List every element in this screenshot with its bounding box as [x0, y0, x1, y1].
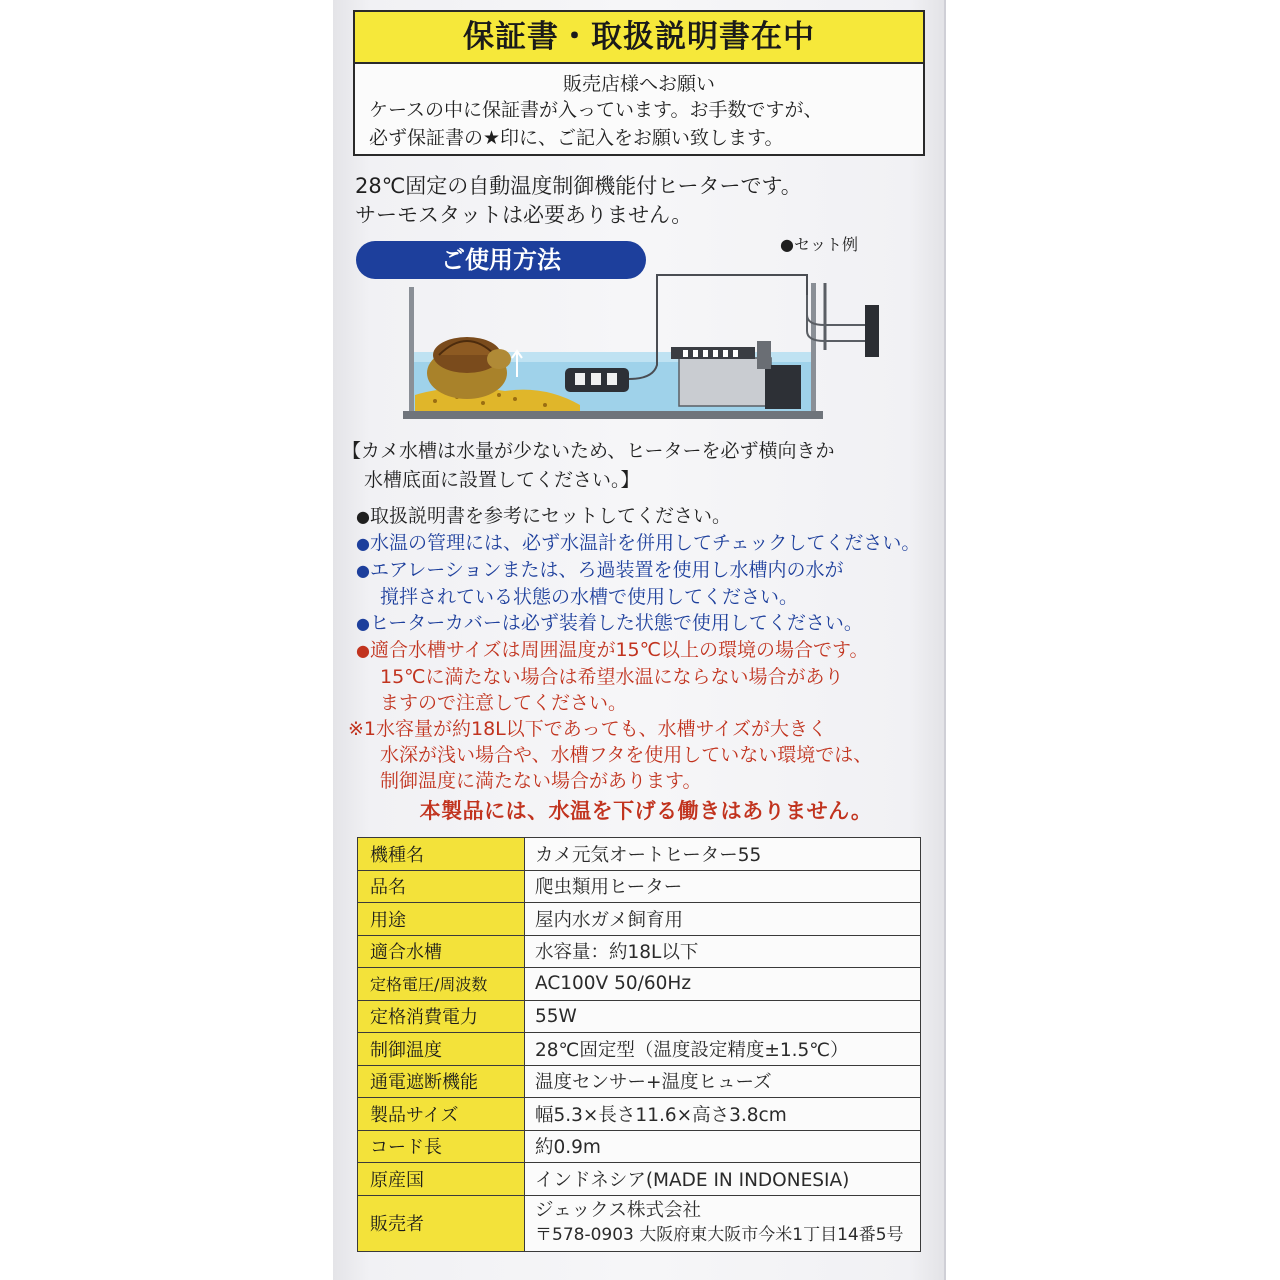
- spec-label: コード長: [358, 1130, 525, 1163]
- table-row: [358, 870, 921, 903]
- bullet-item-continued: 15℃に満たない場合は希望水温にならない場合があり: [380, 666, 844, 688]
- spec-value: 水容量：約18L以下: [525, 935, 921, 968]
- caution-line-2: 水槽底面に設置してください。】: [364, 469, 640, 491]
- tank-left-wall: [409, 287, 414, 415]
- table-row: [358, 935, 921, 968]
- spec-label: 製品サイズ: [358, 1098, 525, 1131]
- bullet-item: ●水温の管理には、必ず水温計を併用してチェックしてください。: [356, 532, 921, 554]
- spec-value: 28℃固定型（温度設定精度±1.5℃）: [525, 1033, 921, 1066]
- spec-value: 屋内水ガメ飼育用: [525, 903, 921, 936]
- warranty-notice-title: 保証書・取扱説明書在中: [355, 12, 923, 64]
- product-intro-line-1: 28℃固定の自動温度制御機能付ヒーターです。: [355, 174, 802, 198]
- spec-value: 約0.9m: [525, 1130, 921, 1163]
- spec-label: 定格消費電力: [358, 1000, 525, 1033]
- tank-bottom: [403, 411, 823, 419]
- filter-icon: [671, 341, 801, 409]
- table-row: [358, 968, 921, 1001]
- bullet-item: ●エアレーションまたは、ろ過装置を使用し水槽内の水が: [356, 559, 844, 581]
- setup-illustration: [395, 255, 885, 430]
- warranty-notice-line-2: 必ず保証書の★印に、ご記入をお願い致します。: [369, 127, 784, 149]
- footnote-line-1: ※1水容量が約18L以下であっても、水槽サイズが大きく: [348, 718, 828, 740]
- footnote-line-3: 制御温度に満たない場合があります。: [380, 770, 702, 792]
- spec-label: 品名: [358, 870, 525, 903]
- spec-table: [357, 837, 921, 1252]
- tank-right-wall: [811, 283, 816, 415]
- seller-name: ジェックス株式会社: [535, 1200, 701, 1221]
- table-row: [358, 1130, 921, 1163]
- caution-line-1: 【カメ水槽は水量が少ないため、ヒーターを必ず横向きか: [342, 440, 835, 462]
- table-row: [358, 1098, 921, 1131]
- spec-label: 機種名: [358, 838, 525, 871]
- spec-label: 用途: [358, 903, 525, 936]
- table-row: [358, 838, 921, 871]
- spec-label: 通電遮断機能: [358, 1065, 525, 1098]
- usage-heading: ご使用方法: [356, 241, 646, 279]
- product-intro: [355, 172, 802, 230]
- spec-value: カメ元気オートヒーター55: [525, 838, 921, 871]
- warranty-notice-subtitle: 販売店様へお願い: [562, 73, 715, 95]
- table-row: [358, 1033, 921, 1066]
- bullet-item: ●ヒーターカバーは必ず装着した状態で使用してください。: [356, 612, 863, 634]
- bullet-item: ●取扱説明書を参考にセットしてください。: [356, 505, 731, 527]
- bullet-item-continued: 撹拌されている状態の水槽で使用してください。: [380, 586, 799, 608]
- caution-note: [342, 437, 834, 495]
- warranty-notice-box: [353, 10, 925, 156]
- spec-value: インドネシア(MADE IN INDONESIA): [525, 1163, 921, 1196]
- spec-value: 爬虫類用ヒーター: [525, 870, 921, 903]
- set-example-label: ●セット例: [780, 235, 858, 254]
- spec-label: 定格電圧/周波数: [358, 968, 525, 1001]
- spec-value: AC100V 50/60Hz: [525, 968, 921, 1001]
- outlet-icon: [807, 283, 879, 357]
- spec-value: [525, 1195, 921, 1251]
- seller-address: 〒578-0903 大阪府東大阪市今米1丁目14番5号: [535, 1225, 904, 1245]
- footnote-line-2: 水深が浅い場合や、水槽フタを使用していない環境では、: [380, 744, 873, 766]
- spec-label: 適合水槽: [358, 935, 525, 968]
- product-intro-line-2: サーモスタットは必要ありません。: [355, 203, 693, 227]
- spec-value: 55W: [525, 1000, 921, 1033]
- bullet-item: ●適合水槽サイズは周囲温度が15℃以上の環境の場合です。: [356, 639, 869, 661]
- table-row: [358, 903, 921, 936]
- warranty-notice-line-1: ケースの中に保証書が入っています。お手数ですが、: [369, 99, 823, 121]
- spec-label: 販売者: [358, 1195, 525, 1251]
- bullet-item-continued: ますので注意してください。: [380, 692, 628, 714]
- table-row: [358, 1065, 921, 1098]
- emphasis-warning: 本製品には、水温を下げる働きはありません。: [419, 799, 873, 823]
- table-row: [358, 1163, 921, 1196]
- spec-label: 原産国: [358, 1163, 525, 1196]
- table-row: [358, 1195, 921, 1251]
- spec-label: 制御温度: [358, 1033, 525, 1066]
- usage-bullet-list: [348, 503, 936, 824]
- table-row: [358, 1000, 921, 1033]
- spec-value: 温度センサー+温度ヒューズ: [525, 1065, 921, 1098]
- spec-value: 幅5.3×長さ11.6×高さ3.8cm: [525, 1098, 921, 1131]
